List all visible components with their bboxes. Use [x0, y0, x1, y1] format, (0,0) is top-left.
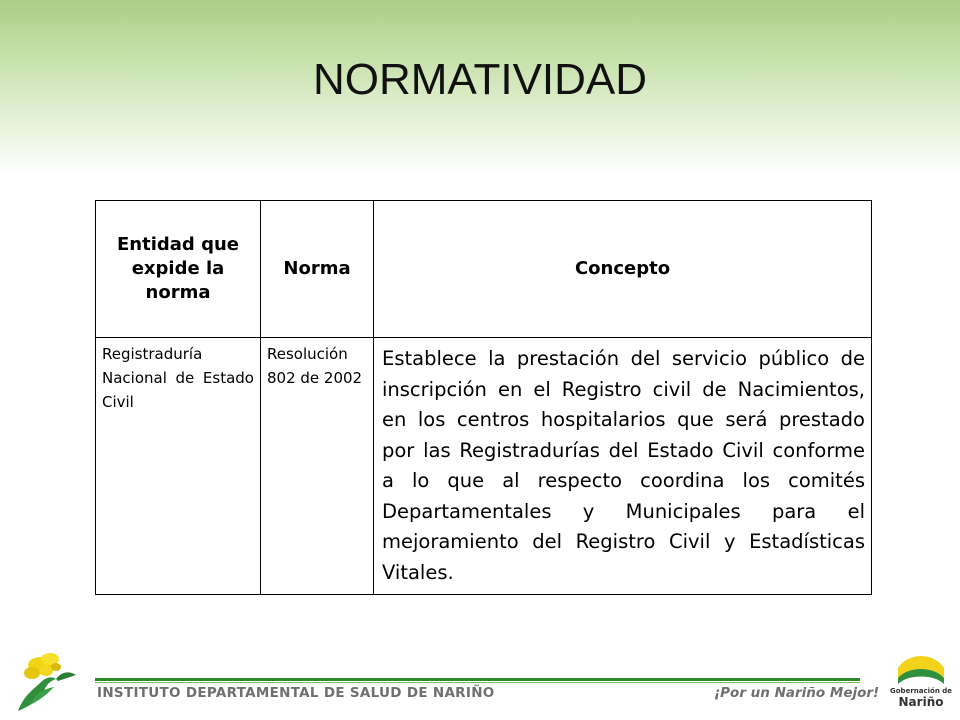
- cell-concepto: Establece la prestación del servicio público de inscripción en el Registro civil de Nacimientos, en los centros hospitalarios que será prestado por las Registradurías del Estado Civil conforme a lo que al respecto coordina los comités Departamentales y Municipales para el mejoramiento del Registro Civil y Estadísticas Vitales.: [374, 338, 872, 595]
- logo-text-line2: Nariño: [898, 695, 944, 709]
- column-header-entidad: Entidad que expide la norma: [96, 201, 261, 338]
- column-header-concepto: Concepto: [374, 201, 872, 338]
- logo-text-line1: Gobernación de: [890, 687, 953, 695]
- table-header-row: [96, 201, 872, 338]
- footer-slogan: ¡Por un Nariño Mejor!: [714, 685, 880, 701]
- footer-institution: INSTITUTO DEPARTAMENTAL DE SALUD DE NARIÑO: [97, 685, 495, 701]
- cell-entidad: Registraduría Nacional de Estado Civil: [96, 338, 261, 595]
- footer-divider-thin: [95, 682, 860, 683]
- cell-norma: Resolución 802 de 2002: [261, 338, 374, 595]
- column-header-norma: Norma: [261, 201, 374, 338]
- slide-title: NORMATIVIDAD: [312, 55, 648, 104]
- footer-divider: [95, 678, 860, 681]
- flower-logo-icon: [10, 645, 82, 715]
- gobernacion-logo-text: [890, 686, 952, 708]
- normatividad-table: [95, 200, 872, 595]
- table-row: [96, 338, 872, 595]
